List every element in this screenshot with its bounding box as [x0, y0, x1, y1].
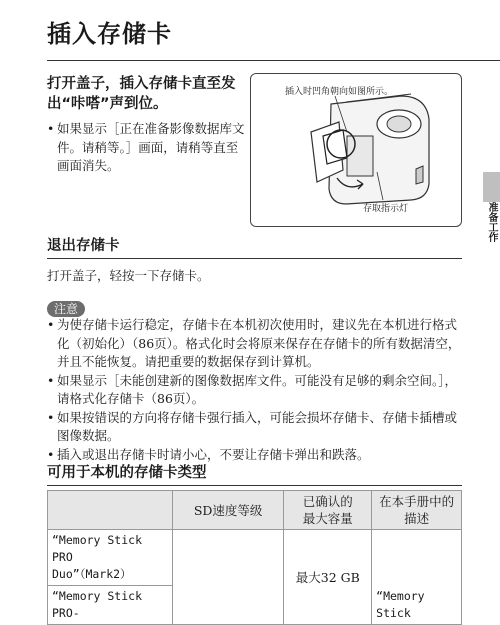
table-header-row	[48, 491, 462, 530]
figure-caption-bottom: 存取指示灯	[363, 204, 409, 214]
insert-note-line: • 如果显示［正在准备影像数据库文	[57, 121, 245, 136]
card-name-line: “Memory Stick PRO-	[52, 589, 143, 620]
note-line: 图像数据。	[57, 428, 120, 443]
note-line: 并且不能恢复。请把重要的数据保存到计算机。	[57, 354, 320, 369]
header-line: 在本手册中的	[379, 494, 455, 509]
note-line: • 如果按错误的方向将存储卡强行插入，可能会损坏存储卡、存储卡插槽或	[57, 409, 458, 425]
header-line: 描述	[404, 511, 430, 526]
side-tab-label: 准备工作	[486, 202, 497, 242]
note-line: 化（初始化）（86页）。格式化时会将原来保存在存储卡的所有数据清空，	[57, 335, 461, 351]
header-line: 已确认的	[302, 494, 353, 509]
capacity-cell: 最大32 GB	[284, 530, 372, 625]
notes-list	[47, 316, 467, 464]
card-name-cell	[48, 586, 173, 625]
note-badge: 注意	[47, 301, 85, 317]
insert-note	[47, 120, 257, 176]
insert-heading-line: 出“咔嗒”声到位。	[47, 96, 168, 112]
header-cell-capacity	[284, 491, 372, 530]
insert-note-line: 件。请稍等。］画面，请稍等直至	[57, 139, 239, 155]
note-item	[47, 316, 467, 372]
desc-cell: “Memory Stick	[372, 530, 462, 625]
header-cell-desc	[372, 491, 462, 530]
note-badge-wrap	[47, 298, 85, 317]
card-types-divider	[47, 485, 462, 486]
insert-heading-line: 打开盖子，插入存储卡直至发	[47, 76, 236, 92]
note-line: • 为使存储卡运行稳定，存储卡在本机初次使用时，建议先在本机进行格式	[57, 317, 458, 332]
card-name-line: “Memory Stick PRO	[52, 533, 143, 564]
insert-heading	[47, 74, 247, 114]
header-line: 最大容量	[302, 511, 353, 526]
eject-text: 打开盖子，轻按一下存储卡。	[47, 268, 210, 283]
header-cell-name	[48, 491, 173, 530]
card-name-line: Duo”（Mark2）	[52, 567, 132, 581]
side-tab-marker	[483, 172, 500, 202]
eject-heading: 退出存储卡	[47, 238, 120, 254]
insert-note-line: 画面消失。	[57, 158, 120, 173]
card-name-cell	[48, 530, 173, 586]
note-item	[47, 446, 467, 465]
note-line: • 如果显示［未能创建新的图像数据库文件。可能没有足够的剩余空间。］，	[57, 372, 458, 388]
note-line: 请格式化存储卡（86页）。	[57, 391, 205, 406]
note-item	[47, 409, 467, 446]
card-insert-illustration	[250, 73, 462, 227]
note-item	[47, 372, 467, 409]
card-types-table	[47, 490, 462, 625]
page-title: 插入存储卡	[47, 20, 172, 48]
table-row	[48, 530, 462, 586]
header-cell-speed: SD速度等级	[172, 491, 284, 530]
eject-divider	[47, 258, 462, 259]
title-divider	[47, 60, 500, 61]
note-line: • 插入或退出存储卡时请小心，不要让存储卡弹出和跌落。	[57, 446, 370, 462]
card-types-heading: 可用于本机的存储卡类型	[47, 465, 207, 481]
speed-cell	[172, 530, 284, 625]
figure-caption-top: 插入时凹角朝向如图所示。	[285, 87, 394, 97]
